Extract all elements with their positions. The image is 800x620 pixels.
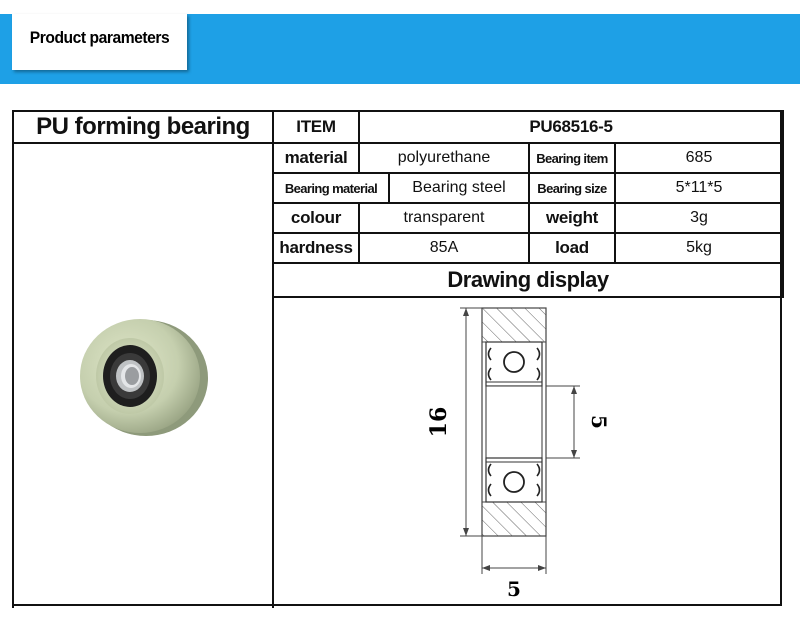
- drawing-title: Drawing display: [447, 267, 609, 292]
- height-dimension-label: 16: [426, 406, 452, 438]
- spec-label: material: [284, 148, 348, 167]
- spec-value: Bearing steel: [412, 179, 506, 196]
- width-dimension-label: 5: [507, 577, 521, 601]
- product-name: PU forming bearing: [36, 113, 250, 140]
- bearing-section: [482, 308, 546, 536]
- spec-label2: Bearing item: [536, 150, 608, 166]
- spec-label: hardness: [279, 238, 353, 257]
- spec-value2-cell: [614, 142, 784, 174]
- banner-tab: [12, 14, 187, 70]
- width-dimension: [482, 536, 546, 601]
- spec-value-cell: [358, 142, 530, 174]
- spec-sheet: [12, 110, 782, 606]
- bore-dimension: [546, 386, 611, 458]
- spec-label2: weight: [545, 208, 599, 227]
- bearing-cross-section-drawing: [274, 298, 784, 608]
- spec-label: Bearing material: [284, 180, 378, 196]
- spec-label2: load: [555, 238, 589, 257]
- item-value-cell: [358, 110, 784, 144]
- header-banner: [0, 14, 800, 84]
- spec-label: colour: [290, 208, 342, 227]
- spec-label-cell: [272, 202, 360, 234]
- spec-value2: 5*11*5: [675, 179, 723, 196]
- spec-value2-cell: [614, 172, 784, 204]
- spec-value: 85A: [429, 239, 459, 256]
- height-dimension: [426, 308, 482, 536]
- spec-value: transparent: [403, 209, 485, 226]
- spec-value-cell: [358, 232, 530, 264]
- product-photo-cell: [12, 142, 274, 608]
- product-name-cell: [12, 110, 274, 144]
- spec-label-cell: [272, 142, 360, 174]
- spec-value-cell: [388, 172, 530, 204]
- banner-title: Product parameters: [29, 28, 170, 47]
- spec-label2-cell: [528, 202, 616, 234]
- spec-value2-cell: [614, 232, 784, 264]
- spec-label2-cell: [528, 172, 616, 204]
- item-value: PU68516-5: [529, 117, 613, 136]
- spec-label2-cell: [528, 142, 616, 174]
- item-label: ITEM: [296, 117, 336, 136]
- drawing-area: [272, 296, 784, 608]
- spec-value-cell: [358, 202, 530, 234]
- spec-value: polyurethane: [397, 149, 491, 166]
- spec-value2-cell: [614, 202, 784, 234]
- spec-label-cell: [272, 172, 390, 204]
- spec-value2: 5kg: [686, 239, 712, 256]
- item-label-cell: [272, 110, 360, 144]
- drawing-title-cell: [272, 262, 784, 298]
- spec-label2: Bearing size: [537, 180, 607, 196]
- bearing-photo: [68, 316, 218, 436]
- bore-dimension-label: 5: [587, 415, 611, 429]
- spec-value2: 685: [685, 149, 713, 166]
- spec-value2: 3g: [690, 209, 708, 226]
- spec-label-cell: [272, 232, 360, 264]
- spec-label2-cell: [528, 232, 616, 264]
